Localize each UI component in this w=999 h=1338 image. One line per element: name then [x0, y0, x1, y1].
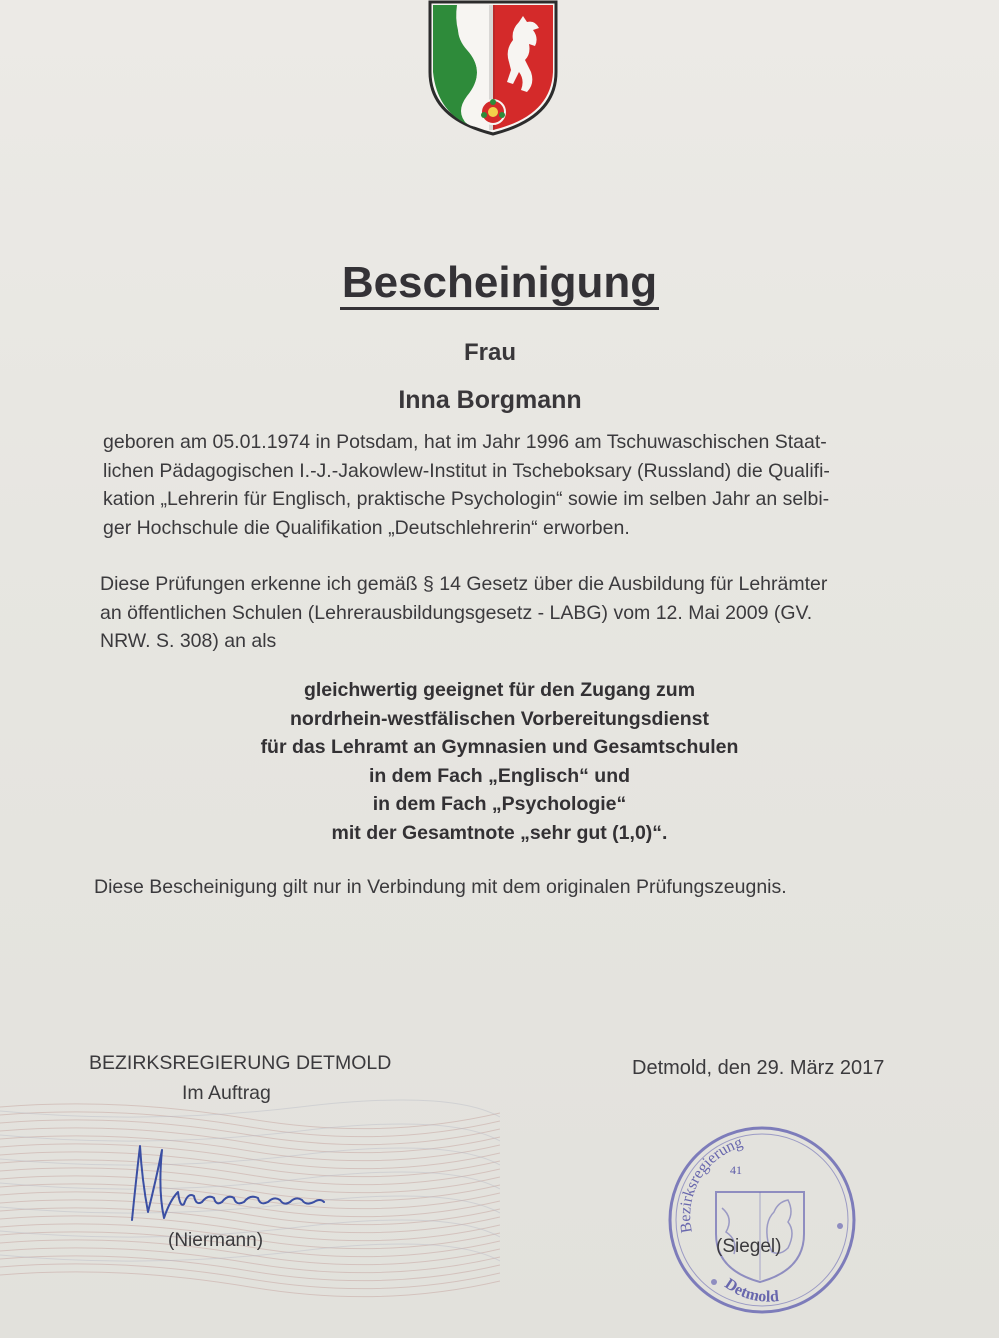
- paragraph-line: NRW. S. 308) an als: [100, 630, 277, 652]
- statement-line: mit der Gesamtnote „sehr gut (1,0)“.: [331, 821, 668, 844]
- recognition-paragraph: [100, 570, 910, 656]
- handwritten-signature: [118, 1140, 338, 1230]
- paragraph-line: ger Hochschule die Qualifikation „Deutschlehrerin“ erworben.: [103, 516, 630, 539]
- statement-line: gleichwertig geeignet für den Zugang zum: [303, 679, 696, 701]
- paragraph-line: geboren am 05.01.1974 in Potsdam, hat im Jahr 1996 am Tschuwaschischen Staat-: [103, 431, 827, 453]
- validity-note: Diese Bescheinigung gilt nur in Verbindung mit dem originalen Prüfungszeugnis.: [94, 876, 787, 898]
- issuing-authority: BEZIRKSREGIERUNG DETMOLD: [89, 1052, 392, 1074]
- qualification-paragraph: [103, 428, 913, 542]
- statement-line: nordrhein-westfälischen Vorbereitungsdienst: [290, 707, 709, 730]
- signer-name: (Niermann): [168, 1230, 264, 1251]
- statement-line: in dem Fach „Psychologie“: [372, 793, 627, 815]
- paragraph-line: kation „Lehrerin für Englisch, praktische Psychologin“ sowie im selben Jahr an selbi-: [103, 488, 830, 510]
- nrw-coat-of-arms-icon: [427, 0, 559, 136]
- place-and-date: Detmold, den 29. März 2017: [632, 1057, 885, 1079]
- svg-text:41: 41: [730, 1163, 742, 1177]
- seal-label: (Siegel): [716, 1236, 782, 1257]
- svg-text:Detmold: Detmold: [721, 1275, 780, 1306]
- salutation: Frau: [463, 339, 516, 366]
- statement-line: für das Lehramt an Gymnasien und Gesamtschulen: [260, 736, 739, 758]
- paragraph-line: an öffentlichen Schulen (Lehrerausbildungsgesetz - LABG) vom 12. Mai 2009 (GV.: [100, 601, 813, 624]
- official-seal-stamp: [664, 1122, 860, 1318]
- by-order-label: Im Auftrag: [182, 1082, 271, 1104]
- paragraph-line: Diese Prüfungen erkenne ich gemäß § 14 Gesetz über die Ausbildung für Lehrämter: [100, 573, 828, 595]
- recipient-name: Inna Borgmann: [398, 386, 582, 414]
- recognition-statement: [0, 676, 999, 847]
- document-title: Bescheinigung: [0, 258, 999, 308]
- svg-text:Bezirksregierung: Bezirksregierung: [677, 1134, 745, 1235]
- paragraph-line: lichen Pädagogischen I.-J.-Jakowlew-Institut in Tscheboksary (Russland) die Qualifi-: [103, 459, 830, 482]
- statement-line: in dem Fach „Englisch“ und: [368, 764, 631, 787]
